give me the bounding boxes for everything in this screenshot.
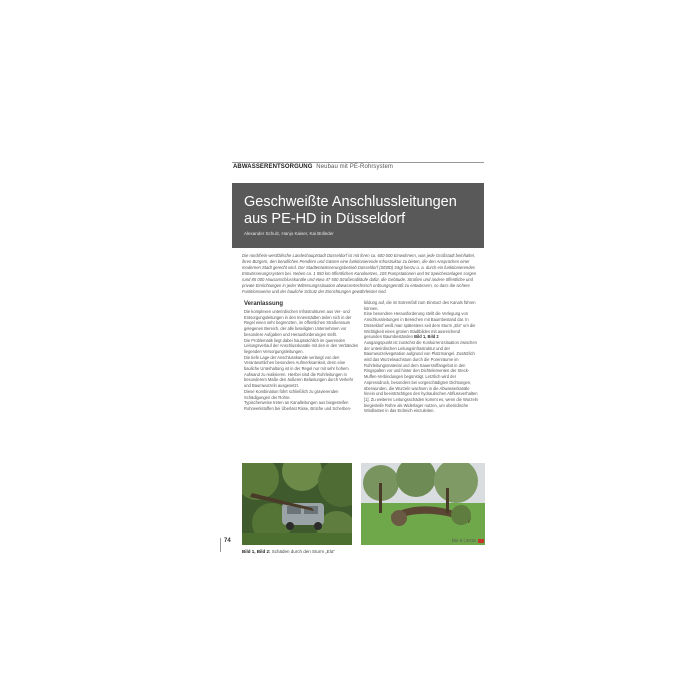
figure-reference: Bild 1, Bild 2 bbox=[414, 334, 439, 340]
caption-text: Schäden durch den Sturm „Ela" bbox=[271, 549, 335, 554]
text-column-left bbox=[244, 300, 359, 450]
paragraph: bildung auf, die im Extremfall zum Einsturz des Kanals führen können. bbox=[364, 300, 476, 311]
paragraph-text: Eine besondere Herausforderung stellt die Verlegung von Anschlussleitungen in Bereichen mit Baumbestand dar. In Düsseldorf weiß man spätestens seit dem Sturm „Ela" um die Wichtigkeit eines grünen Stadtbildes mit ausreichend gesunden Baumbeständen bbox=[364, 311, 476, 340]
section-header bbox=[233, 164, 393, 170]
journal-logo bbox=[478, 539, 484, 543]
journal-label: bbr 6 | 2015 bbox=[452, 538, 476, 543]
title-banner bbox=[232, 183, 484, 248]
section-heading: Veranlassung bbox=[244, 301, 284, 307]
paragraph: Typischerweise treten an Kanalleitungen aus biegesteifen Rohrwerkstoffen bei Überlast Risse, Brüche und Scherben- bbox=[244, 400, 352, 411]
photo-fallen-tree bbox=[361, 463, 485, 545]
article-title: Geschweißte Anschlussleitungen aus PE-HD in Düsseldorf bbox=[244, 194, 457, 227]
paragraph bbox=[364, 311, 479, 340]
paragraph: Diese Kombination führt schließlich zu gravierenden Schädigungen der Rohre. bbox=[244, 388, 339, 400]
article-authors: Alexander Schulz, Hanjo Kaiser, Kai Bülleder bbox=[244, 231, 334, 236]
figure-caption bbox=[242, 549, 335, 554]
article-intro: Die nordrhein-westfälische Landeshauptstadt Düsseldorf ist mit ihren ca. 600 000 Einwohnern, was jede Großstadt beinhaltet, ihren Bürgern, den beruflichen Pendlern und Gästen eine funktionierende Infrastruktur zu bieten, die den Ansprüchen einer modernen Stadt gerecht wird. Der Stadtentwässerungsbetrieb Düsseldorf (SEBD) trägt hierzu u. a. durch ein funktionierendes Entwässerungssystem bei. Neben ca. 1 550 km öffentlichen Kanalnetzes, 105 Pumpstationen und 94 Speicheranlagen sorgen rund 85 000 Hausanschlusskanäle und etwa 47 500 Straßenabläufe dafür, die Gebäude, Straßen und andere öffentliche und private Einrichtungen in jeder Wittersungssituation abwassertechnisch ordnungsgemäß zu entwässern, so dass die sichere Funktionsweise und der bauliche Schutz der Einrichtungen gewährleistet sind. bbox=[242, 253, 477, 294]
footer-rule bbox=[220, 538, 221, 552]
paragraph: Ausgangspunkt ist zunächst die Konkurrenzsituation zwischen der unterirdischen Leitungsinfrastruktur und der Baumwurzelvegetation aufgrund von Platzmangel. Zusätzlich wird das Wurzelwachstum durch die Porenräume im Rohrleitungsmaterial und dem Sauerstoffangebot in den Ringspalten vor und hinter den Dichtelementen der Steck-Muffen-Verbindungen begünstigt. Letztlich wird der Anpressdruck, besonders bei vorgeschädigten Dichtungen, überwunden, die Wurzeln wachsen in die Abwasserkanäle hinein und beeinträchtigen den hydraulischen Abflussverhalten [1]. Zu weiteren Leitungsschäden kommt es, wenn die Wurzeln biegesteife Rohre als Widerlager nutzen, um oberirdische Windlasten in das Erdreich einzuleiten. bbox=[364, 339, 478, 414]
paragraph: Die komplexen unterirdischen Infrastrukturen aus Ver- und Entsorgungsleitungen in den Innenstädten teilen sich in der Regel einen sehr begrenzten, im öffentlichen Straßenraum gelegenen Bereich, der alle beteiligten Unternehmen vor besondere Aufgaben und Herausforderungen stellt. bbox=[244, 309, 352, 337]
paragraph: Die Problematik liegt dabei hauptsächlich im querenden Leitungsverlauf der Anschlusskanäle mit den in den Verbänden liegenden Versorgungsleitungen. bbox=[244, 337, 359, 354]
journal-issue bbox=[452, 538, 484, 543]
section-title: ABWASSERENTSORGUNG bbox=[233, 164, 313, 170]
photo-storm-car bbox=[242, 463, 352, 545]
text-column-right bbox=[364, 300, 479, 450]
page-number: 74 bbox=[224, 538, 231, 544]
paragraph: Die tiefe Lage der Anschlusskanäle verlangt von den Verantwortlichen besondere Aufmerksamkeit, denn eine bauliche Unterhaltung ist in der Regel nur mit sehr hohem Aufwand zu realisieren. Hierbei sind die Rohrleitungen in besonderem Maße den äußeren Belastungen durch Verkehr und Baumwurzeln ausgesetzt. bbox=[244, 354, 354, 389]
header-rule bbox=[232, 162, 484, 163]
section-subtitle: Neubau mit PE-Rohrsystem bbox=[316, 164, 394, 170]
caption-reference: Bild 1, Bild 2: bbox=[242, 549, 271, 554]
